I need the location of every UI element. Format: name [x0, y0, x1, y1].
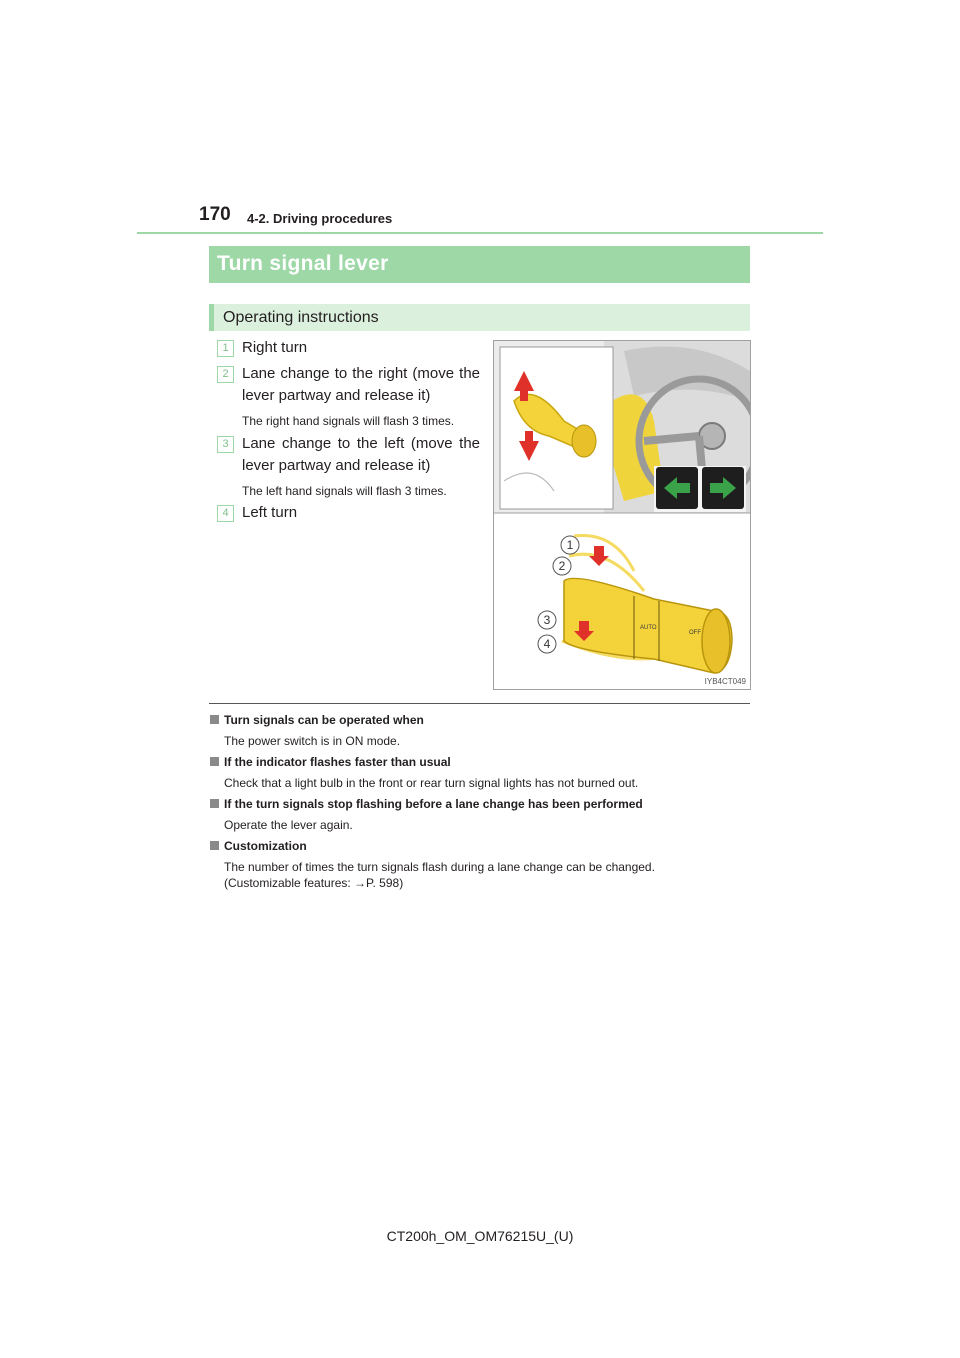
svg-text:2: 2 [558, 559, 566, 573]
arrow-up-small-icon [589, 546, 609, 566]
step-3-note: The left hand signals will flash 3 times. [242, 484, 447, 498]
note-4-body: The number of times the turn signals flash during a lane change can be changed. [224, 860, 655, 874]
step-4-number: 4 [217, 505, 234, 522]
subtitle-bar [209, 304, 750, 331]
note-1-body: The power switch is in ON mode. [224, 734, 401, 748]
figure-code: IYB4CT049 [704, 677, 746, 686]
page-number: 170 [199, 204, 231, 225]
header-rule [137, 232, 823, 234]
note-1-heading: Turn signals can be operated when [210, 713, 424, 727]
note-3-heading: If the turn signals stop flashing before a lane change has been performed [210, 797, 643, 811]
svg-text:1: 1 [566, 538, 574, 552]
step-3-text: Lane change to the left (move the lever partway and release it) [242, 435, 480, 474]
subtitle: Operating instructions [223, 309, 379, 326]
turn-signal-illustration [494, 341, 750, 689]
footer-code: CT200h_OM_OM76215U_(U) [386, 1228, 574, 1244]
subtitle-accent [209, 304, 214, 331]
bullet-square-icon [210, 799, 219, 808]
turn-signal-figure [493, 340, 751, 690]
note-2-body: Check that a light bulb in the front or rear turn signal lights has not burned out. [224, 776, 639, 790]
note-4-link[interactable]: (Customizable features: →P. 598) [224, 876, 404, 890]
svg-text:4: 4 [543, 637, 551, 651]
callout-2 [553, 557, 571, 575]
note-4-heading: Customization [210, 839, 307, 853]
step-2-number: 2 [217, 366, 234, 383]
step-2-text: Lane change to the right (move the lever partway and release it) [242, 365, 480, 404]
section-title: 4-2. Driving procedures [247, 211, 393, 226]
step-2-note: The right hand signals will flash 3 times. [242, 414, 455, 428]
bullet-square-icon [210, 757, 219, 766]
step-3-number: 3 [217, 436, 234, 453]
bullet-square-icon [210, 715, 219, 724]
section-divider [209, 703, 750, 704]
page-title: Turn signal lever [217, 252, 389, 275]
callout-3 [538, 611, 556, 629]
lever-label-off: OFF [689, 630, 701, 636]
step-1-text: Right turn [242, 339, 308, 356]
note-3-body: Operate the lever again. [224, 818, 353, 832]
step-1-number: 1 [217, 340, 234, 357]
title-bar [209, 246, 750, 283]
note-2-heading: If the indicator flashes faster than usual [210, 755, 451, 769]
step-4-text: Left turn [242, 504, 298, 521]
svg-text:3: 3 [543, 613, 551, 627]
callout-4 [538, 635, 556, 653]
lever-label-auto: AUTO [640, 625, 657, 631]
callout-1 [561, 536, 579, 554]
bullet-square-icon [210, 841, 219, 850]
